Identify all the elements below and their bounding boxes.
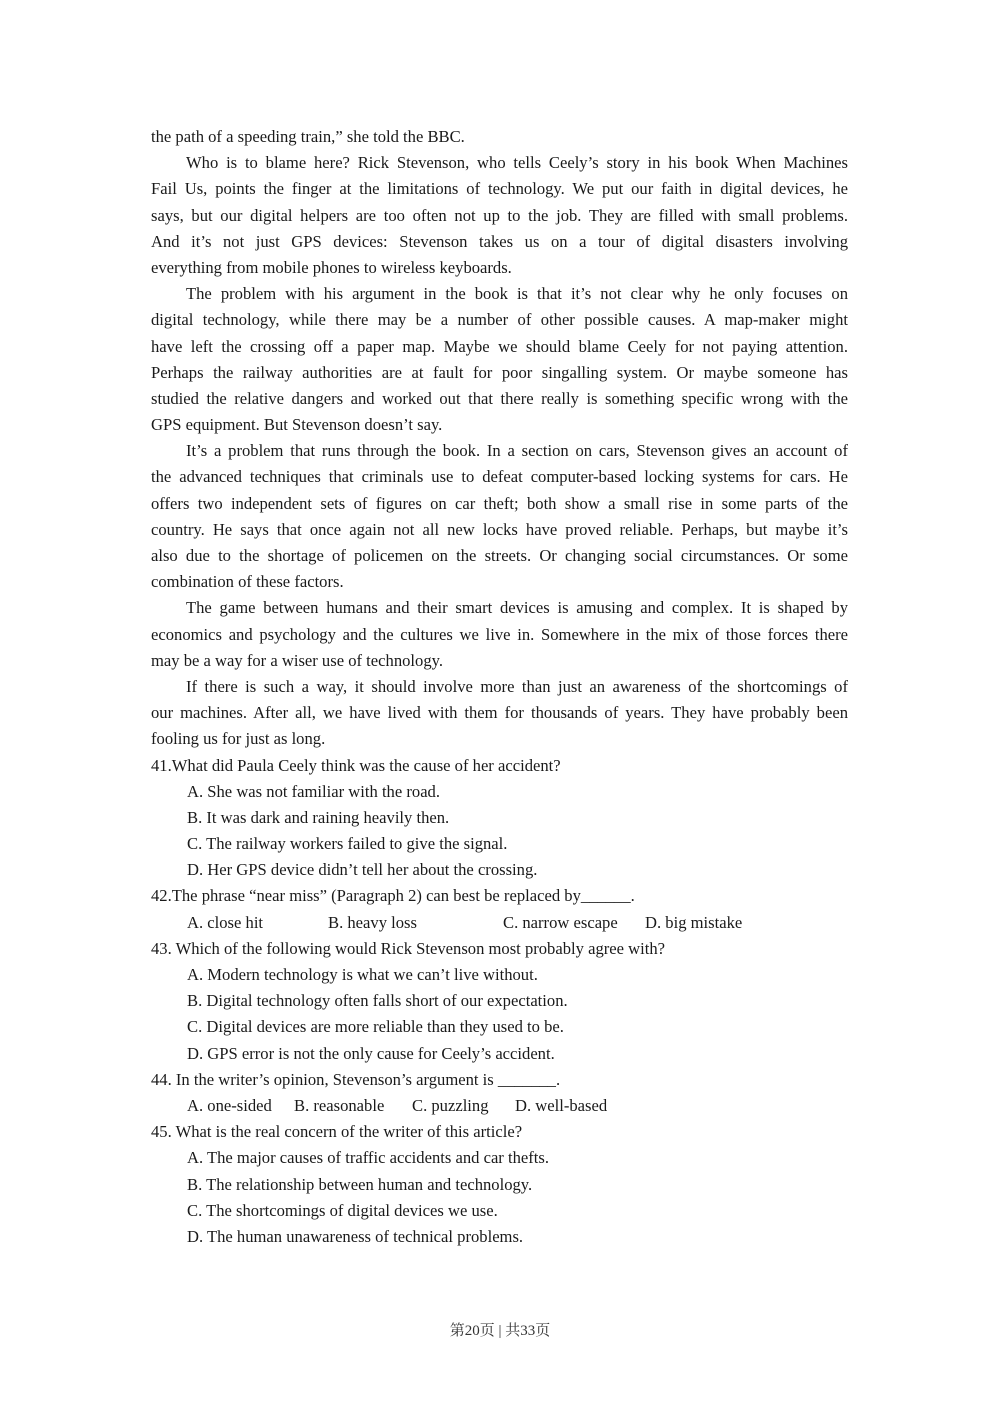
question-stem: 42.The phrase “near miss” (Paragraph 2) can best be replaced by______. xyxy=(151,886,635,906)
passage-paragraph xyxy=(151,674,848,753)
answer-option: D. GPS error is not the only cause for Ceely’s accident. xyxy=(187,1043,555,1063)
answer-option: C. The shortcomings of digital devices we use. xyxy=(187,1200,498,1220)
question-block xyxy=(151,1119,848,1250)
question-block xyxy=(151,883,848,935)
paragraph-line: If there is such a way, it should involve more than just an awareness of the shortcomings of xyxy=(186,676,848,696)
paragraph-line: Who is to blame here? Rick Stevenson, who tells Ceely’s story in his book When Machines xyxy=(186,153,848,173)
paragraph-line: It’s a problem that runs through the book. In a section on cars, Stevenson gives an account of xyxy=(186,441,848,461)
paragraph-line: digital technology, while there may be a number of other possible causes. A map-maker might xyxy=(151,310,848,330)
answer-option: D. The human unawareness of technical problems. xyxy=(187,1226,524,1246)
answer-option: B. It was dark and raining heavily then. xyxy=(187,807,450,827)
paragraph-line: country. He says that once again not all new locks have proved reliable. Perhaps, but maybe it’s xyxy=(151,519,848,539)
paragraph-line: have left the crossing off a paper map. Maybe we should blame Ceely for not paying attention. xyxy=(151,336,848,356)
question-block xyxy=(151,1067,848,1119)
answer-option: A. She was not familiar with the road. xyxy=(187,781,440,801)
answer-option: A. one-sided xyxy=(187,1095,272,1115)
question-stem: 41.What did Paula Ceely think was the cause of her accident? xyxy=(151,755,561,775)
answer-option: C. puzzling xyxy=(412,1095,489,1115)
page-footer: 第20页 | 共33页 xyxy=(449,1323,551,1339)
paragraph-line: may be a way for a wiser use of technology. xyxy=(151,650,443,670)
paragraph-line: Fail Us, points the finger at the limitations of technology. We put our faith in digital devices, he xyxy=(151,179,848,199)
paragraph-line: the advanced techniques that criminals use to defeat computer-based locking systems for cars. He xyxy=(151,467,848,487)
paragraph-line: says, but our digital helpers are too often not up to the job. They are filled with small problems. xyxy=(151,205,848,225)
paragraph-line: Perhaps the railway authorities are at fault for poor singalling system. Or maybe someone has xyxy=(151,362,848,382)
answer-option: D. big mistake xyxy=(645,912,743,932)
question-stem: 43. Which of the following would Rick Stevenson most probably agree with? xyxy=(151,938,666,958)
paragraph-line: our machines. After all, we have lived with them for thousands of years. They have probably been xyxy=(151,703,848,723)
question-stem: 44. In the writer’s opinion, Stevenson’s argument is _______. xyxy=(151,1069,561,1089)
answer-option: D. well-based xyxy=(515,1095,608,1115)
document-body xyxy=(151,124,848,1250)
paragraph-line: studied the relative dangers and worked out that there really is something specific wrong with the xyxy=(151,388,848,408)
paragraph-line: everything from mobile phones to wireless keyboards. xyxy=(151,257,512,277)
paragraph-line: combination of these factors. xyxy=(151,572,344,592)
answer-options-row xyxy=(151,910,848,936)
passage-paragraph xyxy=(151,150,848,281)
answer-option: D. Her GPS device didn’t tell her about the crossing. xyxy=(187,860,538,880)
question-stem: 45. What is the real concern of the writer of this article? xyxy=(151,1122,523,1142)
answer-option: A. close hit xyxy=(187,912,264,932)
paragraph-line: And it’s not just GPS devices: Stevenson takes us on a tour of digital disasters involving xyxy=(151,231,848,251)
answer-option: A. The major causes of traffic accidents and car thefts. xyxy=(187,1148,549,1168)
answer-option: B. The relationship between human and technology. xyxy=(187,1174,533,1194)
paragraph-line: offers two independent sets of figures on car theft; both show a small rise in some parts of the xyxy=(151,493,848,513)
paragraph-line: economics and psychology and the cultures we live in. Somewhere in the mix of those forces there xyxy=(151,624,848,644)
answer-option: C. Digital devices are more reliable than they used to be. xyxy=(187,1017,564,1037)
question-block xyxy=(151,936,848,1067)
paragraph-line: The game between humans and their smart devices is amusing and complex. It is shaped by xyxy=(186,598,848,618)
answer-options-row xyxy=(151,1093,848,1119)
paragraph-line: fooling us for just as long. xyxy=(151,729,326,749)
paragraph-line: also due to the shortage of policemen on the streets. Or changing social circumstances. Or some xyxy=(151,546,848,565)
paragraph-line: The problem with his argument in the book is that it’s not clear why he only focuses on xyxy=(186,284,848,304)
answer-option: B. heavy loss xyxy=(328,912,417,932)
passage-paragraph xyxy=(151,124,848,150)
answer-option: B. Digital technology often falls short of our expectation. xyxy=(187,991,568,1011)
answer-option: B. reasonable xyxy=(294,1095,385,1115)
answer-option: C. The railway workers failed to give the signal. xyxy=(187,834,508,854)
question-block xyxy=(151,753,848,884)
answer-option: A. Modern technology is what we can’t live without. xyxy=(187,965,538,984)
passage-paragraph xyxy=(151,595,848,674)
answer-option: C. narrow escape xyxy=(503,912,618,932)
passage-paragraph xyxy=(151,438,848,595)
passage-paragraph xyxy=(151,281,848,438)
paragraph-line: GPS equipment. But Stevenson doesn’t say. xyxy=(151,415,443,435)
paragraph-line: the path of a speeding train,” she told the BBC. xyxy=(151,127,465,146)
